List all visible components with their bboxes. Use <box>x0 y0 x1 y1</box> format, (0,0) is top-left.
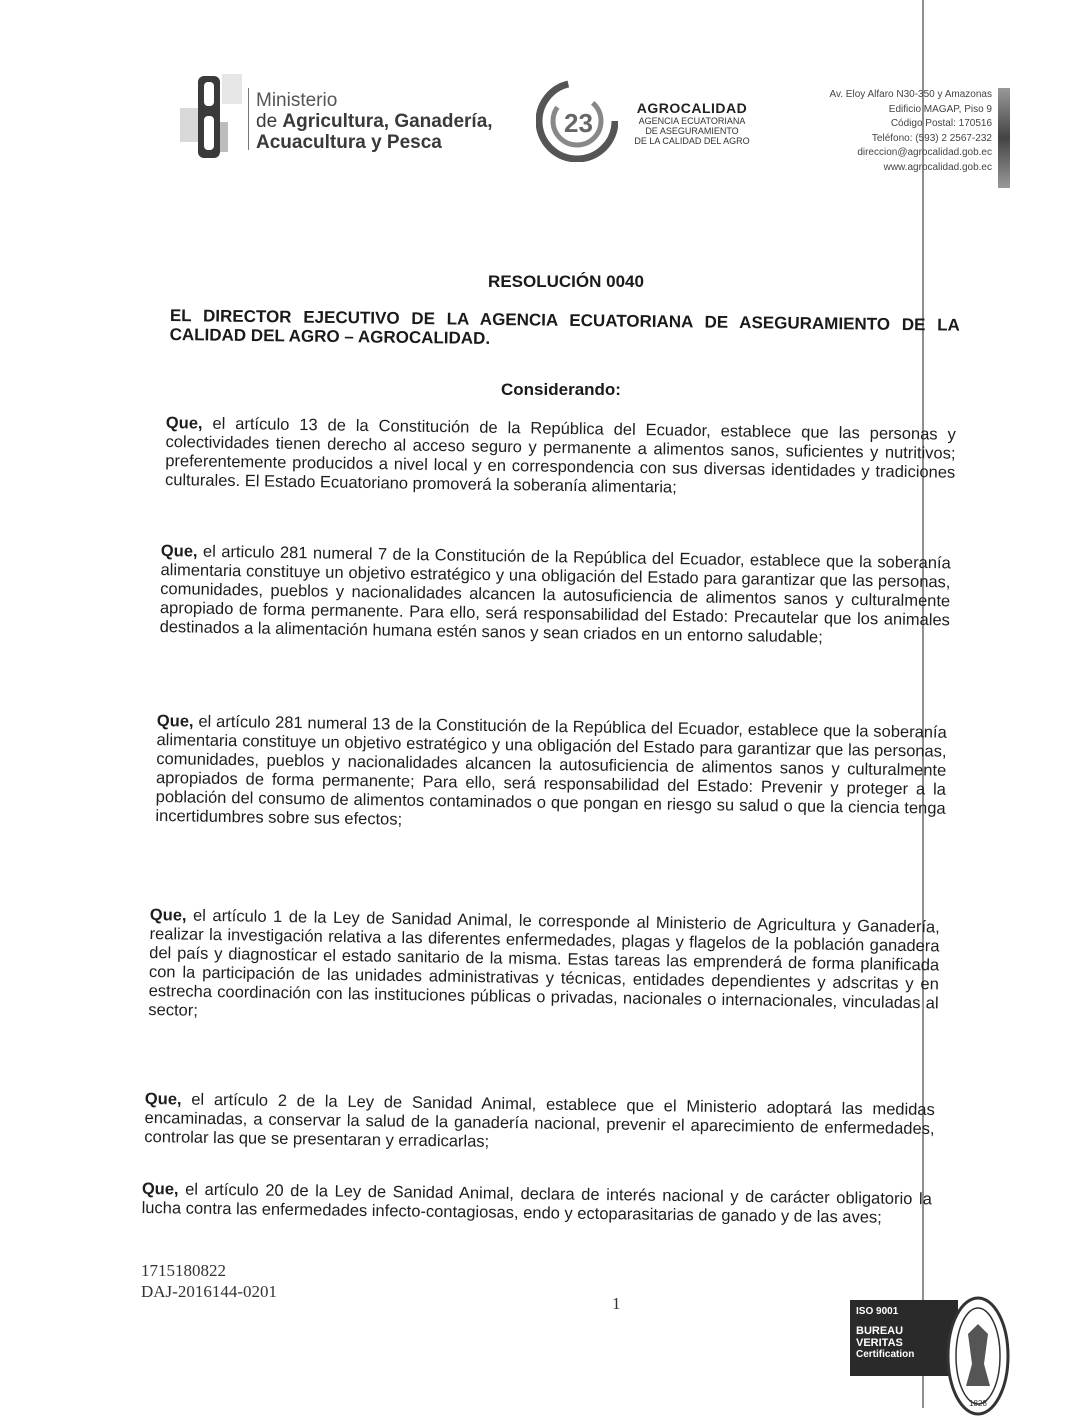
contact-email: direccion@agrocalidad.gob.ec <box>857 147 992 158</box>
ministry-name-line3: Acuacultura y Pesca <box>256 132 442 153</box>
paragraph-lead: Que, <box>165 414 203 433</box>
ministry-logo <box>176 72 496 162</box>
ministry-name-line1: Ministerio <box>256 90 338 111</box>
paragraph-text: el artículo 2 de la Ley de Sanidad Animal, establece que el Ministerio adoptará las medidas encaminadas, a conservar la salud de la ganadería nacional, prevenir el aparecimiento de enfermedades, controlar las que se presentaran y erradicarlas; <box>144 1090 935 1151</box>
contact-block <box>800 88 992 175</box>
ministry-name-prefix: de <box>256 111 283 132</box>
paragraph-lead: Que, <box>160 542 198 561</box>
paragraph-lead: Que, <box>144 1090 182 1109</box>
bureau-veritas-certification <box>850 1300 990 1408</box>
certification-name: BUREAU VERITAS <box>856 1325 904 1349</box>
seal-year: 1828 <box>969 1399 987 1408</box>
paragraph-6 <box>142 1180 932 1228</box>
agrocalidad-subtitle-line2: DE ASEGURAMIENTO <box>645 126 739 136</box>
footer-code-id: 1715180822 <box>141 1261 226 1280</box>
paragraph-text: el artículo 20 de la Ley de Sanidad Animal, declara de interés nacional y de carácter obligatorio la lucha contra las enfermedades infecto-contagiosas, endo y ectoparasitarias de ganado y de las aves; <box>141 1180 932 1227</box>
footer-code-reference: DAJ-2016144-0201 <box>141 1282 277 1301</box>
certification-box <box>850 1300 958 1376</box>
paragraph-lead: Que, <box>149 906 187 925</box>
contact-postal-code: Código Postal: 170516 <box>890 118 992 129</box>
ministry-logo-divider <box>248 88 249 150</box>
paragraph-lead: Que, <box>156 712 194 731</box>
svg-text:23: 23 <box>564 108 593 138</box>
certification-iso: ISO 9001 <box>856 1306 899 1317</box>
agrocalidad-subtitle-line3: DE LA CALIDAD DEL AGRO <box>634 136 750 146</box>
certification-label: Certification <box>856 1349 915 1360</box>
considerando-heading: Considerando: <box>501 380 621 399</box>
ministry-name-line2 <box>256 111 493 132</box>
page-number: 1 <box>612 1294 621 1313</box>
agrocalidad-text <box>624 100 760 146</box>
resolution-title: RESOLUCIÓN 0040 <box>488 272 644 291</box>
contact-address: Av. Eloy Alfaro N30-350 y Amazonas <box>829 89 992 100</box>
scan-artifact-strip <box>998 88 1010 188</box>
paragraph-text: el artículo 1 de la Ley de Sanidad Animal, le corresponde al Ministerio de Agricultura y Ganadería, realizar la investigación relativa a las diferentes enfermedades, plagas y flagelos de la población ganadera del país y diagnosticar el estado sanitario de la misma. Estas tareas las emprenderá de forma planificada con la participación de las unidades administrativas y técnicas, entidades dependientes y adscritas y en estrecha coordinación con las instituciones públicas o privadas, nacionales o internacionales, vinculadas al sector; <box>148 906 940 1020</box>
paragraph-2 <box>160 542 951 649</box>
paragraph-4 <box>148 906 940 1032</box>
ministry-name <box>256 90 493 153</box>
paragraph-5 <box>144 1090 935 1158</box>
contact-phone: Teléfono: (593) 2 2567-232 <box>871 132 992 144</box>
agrocalidad-logo <box>536 80 766 172</box>
paragraph-lead: Que, <box>141 1180 179 1199</box>
contact-building: Edificio MAGAP, Piso 9 <box>888 103 992 115</box>
paragraph-text: el artículo 13 de la Constitución de la República del Ecuador, establece que las personas y colectividades tienen derecho al acceso seguro y permanente a alimentos sanos, suficientes y nutritivos; preferentemente producidos a nivel local y en correspondencia con sus diversas identidades y tradiciones culturales. El Estado Ecuatoriano promoverá la soberanía alimentaria; <box>164 414 956 497</box>
footer-codes <box>141 1260 277 1302</box>
resolution-subtitle: EL DIRECTOR EJECUTIVO DE LA AGENCIA ECUATORIANA DE ASEGURAMIENTO DE LA CALIDAD DEL AGRO – AGROCALIDAD. <box>169 306 960 348</box>
ministry-emblem-icon <box>176 72 244 162</box>
ministry-name-bold: Agricultura, Ganadería, <box>282 111 493 132</box>
agrocalidad-title: AGROCALIDAD <box>636 100 748 116</box>
paragraph-text: el articulo 281 numeral 7 de la Constitución de la República del Ecuador, establece que la soberanía alimentaria constituye un objetivo estratégico y una obligación del Estado para garantizar que las personas, comunidades, pueblos y nacionalidades alcancen la autosuficiencia de alimentos sanos y culturalmente apropiado de forma permanente. Para ello, será responsabilidad del Estado: Precautelar que los animales destinados a la alimentación humana estén sanos y sean criados en un entorno saludable; <box>159 542 951 647</box>
paragraph-text: el artículo 281 numeral 13 de la Constitución de la República del Ecuador, establece que la soberanía alimentaria constituye un objetivo estratégico y una obligación del Estado para garantizar que las personas, comunidades, pueblos y nacionalidades alcancen la autosuficiencia de alimentos sanos y culturalmente apropiados de forma permanente; Para ello, será responsabilidad del Estado: Prevenir y proteger a la población del consumo de alimentos contaminados o que pongan en riesgo su salud o que la ciencia tenga incertidumbres sobre sus efectos; <box>155 712 947 829</box>
agrocalidad-subtitle-line1: AGENCIA ECUATORIANA <box>638 116 746 126</box>
agrocalidad-emblem-icon <box>536 80 618 162</box>
paragraph-3 <box>155 712 947 838</box>
paragraph-1 <box>165 414 956 502</box>
contact-website: www.agrocalidad.gob.ec <box>883 161 992 173</box>
bureau-veritas-seal-icon <box>946 1294 1010 1418</box>
